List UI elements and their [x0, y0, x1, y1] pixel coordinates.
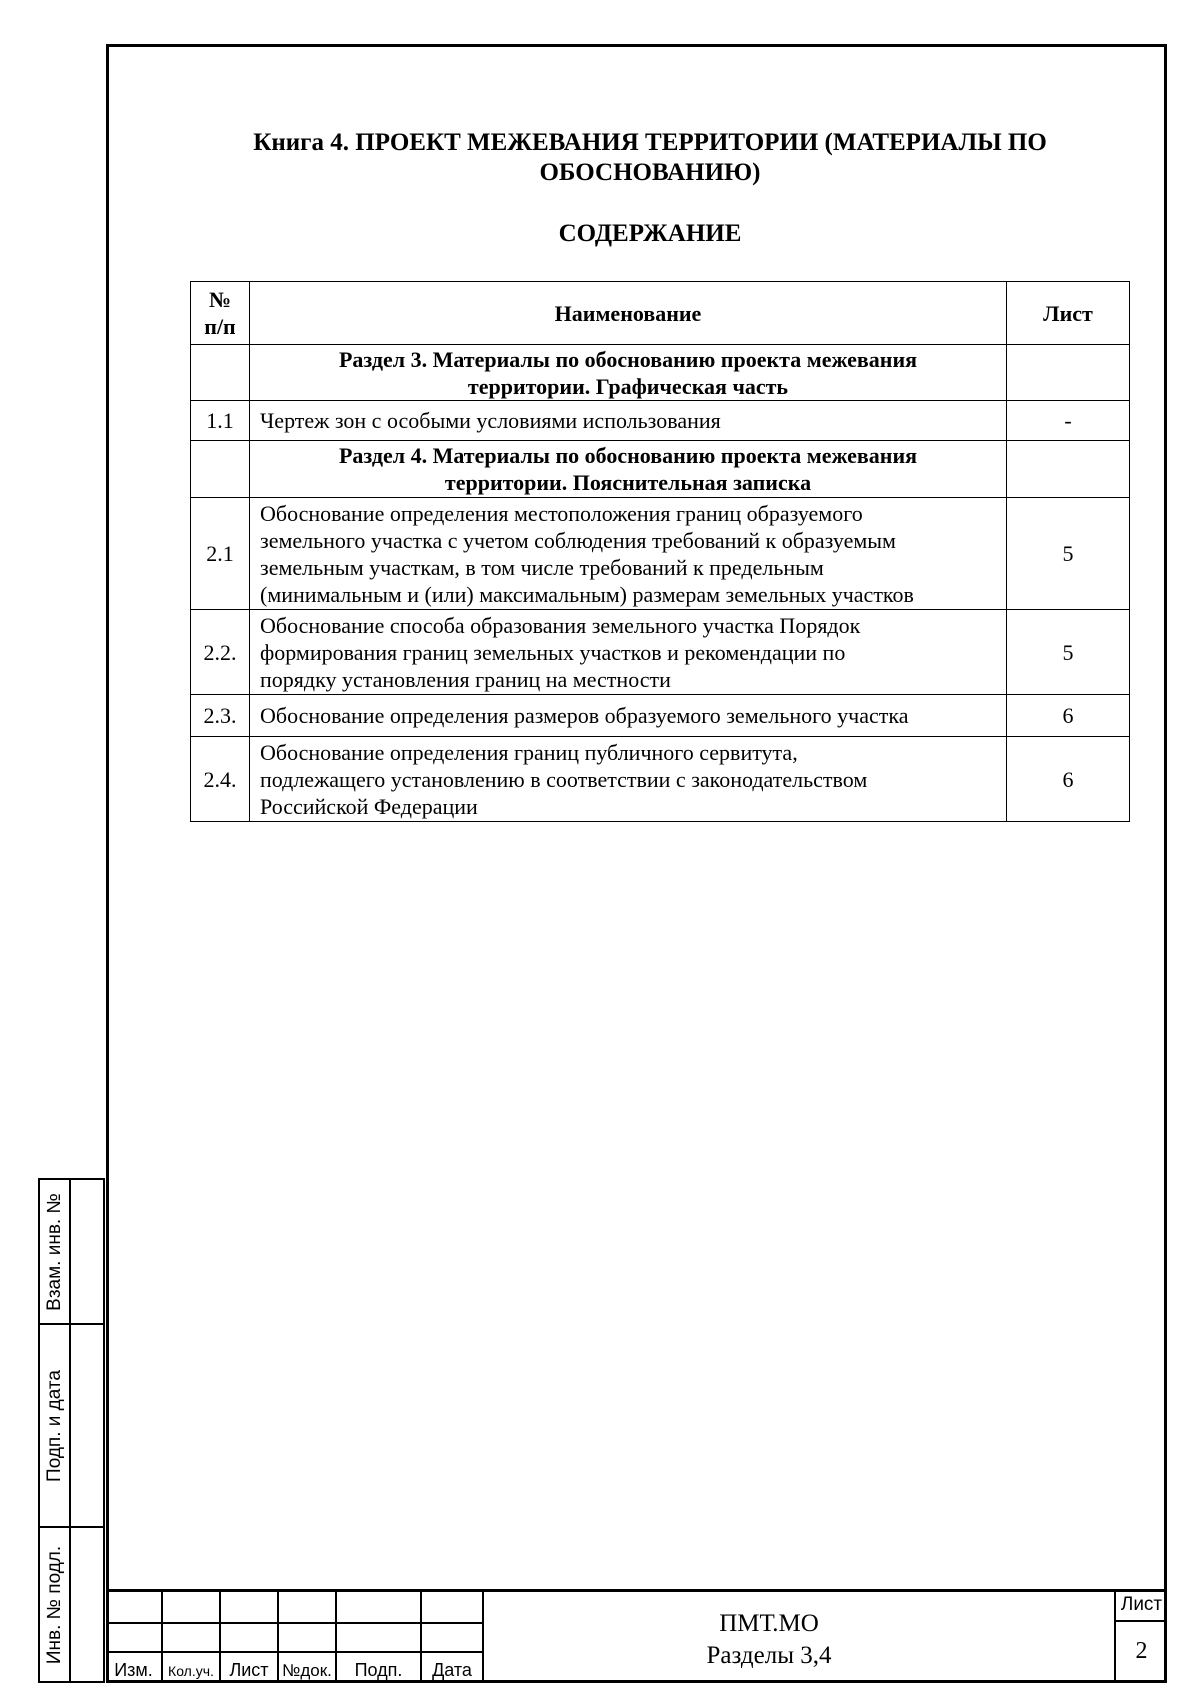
row-name-line: Обоснование способа образования земельного участка Порядок [260, 612, 861, 638]
side-stamp-text: Подп. и дата [43, 1369, 65, 1482]
side-stamp-text: Взам. инв. № [43, 1192, 65, 1311]
row-name: Обоснование определения размеров образуемого земельного участка [250, 695, 1007, 737]
row-num: 2.3. [191, 695, 250, 737]
header-num [191, 282, 250, 345]
col-list-label: Лист [229, 1660, 269, 1680]
section-row [191, 441, 1130, 498]
row-name-line: Российской Федерации [260, 793, 478, 819]
row-sheet: 5 [1007, 610, 1130, 695]
sheet-label: Лист [1120, 1594, 1163, 1615]
side-stamp-label [40, 1180, 71, 1323]
row-name [250, 610, 1007, 695]
row-num: 2.4. [191, 737, 250, 822]
header-sheet: Лист [1007, 282, 1130, 345]
row-sheet: 6 [1007, 695, 1130, 737]
row-name-line: порядку установления границ на местности [260, 666, 671, 692]
row-sheet: 6 [1007, 737, 1130, 822]
row-sheet: - [1007, 401, 1130, 441]
row-name [250, 498, 1007, 610]
book-title [200, 128, 1100, 188]
section-title-line: территории. Графическая часть [467, 373, 789, 399]
section-row [191, 345, 1130, 401]
document-sections: Разделы 3,4 [706, 1642, 832, 1669]
side-stamp-label [40, 1325, 71, 1526]
row-name-line: Обоснование определения местоположения границ образуемого [260, 500, 863, 526]
section-title [250, 345, 1007, 401]
header-num-line: п/п [204, 314, 236, 339]
row-num: 1.1 [191, 401, 250, 441]
row-name-line: (минимальным и (или) максимальным) размерам земельных участков [260, 581, 914, 607]
table-row [191, 610, 1130, 695]
sheet-number: 2 [1135, 1638, 1148, 1664]
col-data-label: Дата [432, 1660, 472, 1680]
contents-table [190, 281, 1130, 822]
table-cell [191, 441, 250, 498]
side-stamp-label [40, 1528, 71, 1681]
col-podp-label: Подп. [354, 1660, 403, 1680]
row-name [250, 737, 1007, 822]
table-row [191, 737, 1130, 822]
side-stamp-text: Инв. № подл. [43, 1545, 65, 1664]
grid-line [1114, 1620, 1167, 1622]
side-stamp-podp-data [38, 1323, 105, 1528]
row-num: 2.2. [191, 610, 250, 695]
table-row [191, 498, 1130, 610]
row-name-line: формирования границ земельных участков и рекомендации по [260, 639, 846, 665]
grid-line [106, 1651, 484, 1653]
contents-title: СОДЕРЖАНИЕ [558, 220, 742, 247]
row-num: 2.1 [191, 498, 250, 610]
section-title-line: Раздел 3. Материалы по обоснованию проекта межевания [338, 346, 918, 372]
row-name: Чертеж зон с особыми условиями использования [250, 401, 1007, 441]
grid-line [106, 1622, 484, 1624]
header-num-line: № [208, 287, 232, 312]
book-title-line: Книга 4. ПРОЕКТ МЕЖЕВАНИЯ ТЕРРИТОРИИ (МАТЕРИАЛЫ ПО [253, 129, 1047, 156]
side-stamp-vzam-inv [38, 1178, 105, 1325]
document-designation [484, 1608, 1054, 1672]
col-kol-uch-label: Кол.уч. [168, 1663, 214, 1679]
side-stamp-inv-podl [38, 1526, 105, 1683]
table-row [191, 695, 1130, 737]
section-title-line: территории. Пояснительная записка [444, 470, 812, 495]
title-block [106, 1589, 1167, 1683]
row-name-line: подлежащего установлению в соответствии с законодательством [260, 766, 868, 792]
row-name-line: земельным участкам, в том числе требований к предельным [260, 554, 824, 580]
col-izm-label: Изм. [114, 1660, 153, 1680]
section-title-line: Раздел 4. Материалы по обоснованию проекта межевания [338, 443, 918, 468]
row-name-line: Обоснование определения границ публичного сервитута, [260, 739, 798, 765]
row-sheet: 5 [1007, 498, 1130, 610]
table-cell [1007, 441, 1130, 498]
table-row [191, 401, 1130, 441]
table-header-row [191, 282, 1130, 345]
table-cell [1007, 345, 1130, 401]
book-title-line: ОБОСНОВАНИЮ) [539, 159, 761, 186]
header-name: Наименование [250, 282, 1007, 345]
document-code: ПМТ.МО [719, 1610, 819, 1637]
section-title [250, 441, 1007, 498]
col-n-dok-label: №док. [282, 1661, 332, 1680]
table-cell [191, 345, 250, 401]
row-name-line: земельного участка с учетом соблюдения требований к образуемым [260, 527, 896, 553]
